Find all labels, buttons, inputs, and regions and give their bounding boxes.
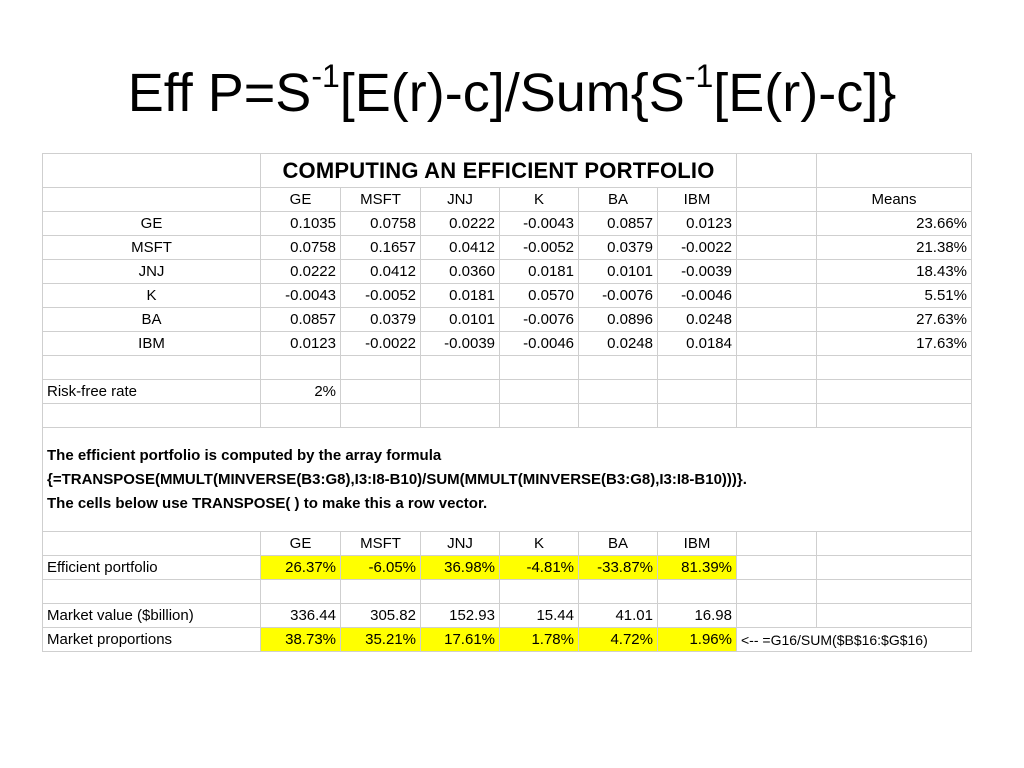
market-value-row: [43, 604, 972, 628]
market-proportions-label: Market proportions: [43, 628, 261, 652]
market-value-cell: 305.82: [341, 604, 421, 628]
cov-row: [43, 212, 972, 236]
cov-cell: 0.1657: [341, 236, 421, 260]
col-header: JNJ: [421, 532, 500, 556]
efficient-portfolio-row: [43, 556, 972, 580]
cov-cell: -0.0046: [500, 332, 579, 356]
col-header: MSFT: [341, 188, 421, 212]
cov-cell: 0.0857: [579, 212, 658, 236]
proportion-cell: 17.61%: [421, 628, 500, 652]
cov-cell: -0.0052: [341, 284, 421, 308]
empty-row: [43, 404, 972, 428]
row-label: K: [43, 284, 261, 308]
cov-cell: 0.0123: [658, 212, 737, 236]
cov-cell: -0.0052: [500, 236, 579, 260]
cov-cell: -0.0043: [500, 212, 579, 236]
row-label: IBM: [43, 332, 261, 356]
risk-free-value: 2%: [261, 380, 341, 404]
mean-cell: 17.63%: [817, 332, 972, 356]
weight-cell: 26.37%: [261, 556, 341, 580]
row-label: GE: [43, 212, 261, 236]
cov-cell: 0.0248: [579, 332, 658, 356]
col-header: JNJ: [421, 188, 500, 212]
col-header: BA: [579, 188, 658, 212]
title-superscript-2: -1: [684, 58, 714, 94]
cov-cell: -0.0022: [341, 332, 421, 356]
col-header: BA: [579, 532, 658, 556]
cov-cell: -0.0076: [579, 284, 658, 308]
note-line-2: {=TRANSPOSE(MMULT(MINVERSE(B3:G8),I3:I8-B10)/SUM(MMULT(MINVERSE(B3:G8),I3:I8-B10)))}.: [47, 470, 747, 488]
slide-title: [0, 58, 1024, 124]
risk-free-row: [43, 380, 972, 404]
market-value-cell: 16.98: [658, 604, 737, 628]
cov-cell: -0.0043: [261, 284, 341, 308]
title-superscript-1: -1: [311, 58, 340, 94]
risk-free-label: Risk-free rate: [43, 380, 261, 404]
proportion-formula: <-- =G16/SUM($B$16:$G$16): [737, 628, 972, 652]
portfolio-header-row: [43, 532, 972, 556]
cov-cell: 0.0360: [421, 260, 500, 284]
weight-cell: -33.87%: [579, 556, 658, 580]
mean-cell: 27.63%: [817, 308, 972, 332]
empty-row: [43, 356, 972, 380]
cov-cell: 0.0896: [579, 308, 658, 332]
market-value-cell: 15.44: [500, 604, 579, 628]
row-label: MSFT: [43, 236, 261, 260]
cov-row: [43, 308, 972, 332]
cov-cell: 0.1035: [261, 212, 341, 236]
mean-cell: 5.51%: [817, 284, 972, 308]
weight-cell: 81.39%: [658, 556, 737, 580]
cov-cell: 0.0379: [579, 236, 658, 260]
proportion-cell: 38.73%: [261, 628, 341, 652]
empty-row: [43, 580, 972, 604]
proportion-cell: 1.78%: [500, 628, 579, 652]
market-value-cell: 152.93: [421, 604, 500, 628]
col-header: K: [500, 188, 579, 212]
cov-cell: 0.0412: [341, 260, 421, 284]
cov-row: [43, 332, 972, 356]
cov-cell: 0.0412: [421, 236, 500, 260]
cov-cell: -0.0039: [658, 260, 737, 284]
cov-cell: 0.0222: [261, 260, 341, 284]
weight-cell: -6.05%: [341, 556, 421, 580]
cov-cell: 0.0758: [261, 236, 341, 260]
cov-cell: -0.0076: [500, 308, 579, 332]
cov-cell: -0.0046: [658, 284, 737, 308]
title-part-2: [E(r)-c]/Sum{S: [339, 63, 685, 123]
formula-note: [43, 428, 972, 532]
cov-row: [43, 284, 972, 308]
cov-cell: 0.0379: [341, 308, 421, 332]
title-part-1: Eff P=S: [127, 63, 312, 123]
cov-cell: 0.0857: [261, 308, 341, 332]
note-line-3: The cells below use TRANSPOSE( ) to make this a row vector.: [47, 494, 488, 512]
cov-cell: 0.0181: [500, 260, 579, 284]
weight-cell: -4.81%: [500, 556, 579, 580]
market-value-cell: 41.01: [579, 604, 658, 628]
col-header: IBM: [658, 532, 737, 556]
mean-cell: 21.38%: [817, 236, 972, 260]
col-header: MSFT: [341, 532, 421, 556]
col-header: K: [500, 532, 579, 556]
proportion-cell: 4.72%: [579, 628, 658, 652]
efficient-portfolio-label: Efficient portfolio: [43, 556, 261, 580]
col-header: GE: [261, 532, 341, 556]
proportion-cell: 35.21%: [341, 628, 421, 652]
sheet-banner: COMPUTING AN EFFICIENT PORTFOLIO: [261, 154, 737, 188]
note-row: [43, 428, 972, 532]
cov-row: [43, 260, 972, 284]
market-value-label: Market value ($billion): [43, 604, 261, 628]
cov-cell: 0.0222: [421, 212, 500, 236]
row-label: JNJ: [43, 260, 261, 284]
cov-cell: 0.0570: [500, 284, 579, 308]
col-header: IBM: [658, 188, 737, 212]
col-header: GE: [261, 188, 341, 212]
cov-header-row: [43, 188, 972, 212]
cov-cell: 0.0181: [421, 284, 500, 308]
cov-cell: 0.0184: [658, 332, 737, 356]
market-value-cell: 336.44: [261, 604, 341, 628]
proportion-cell: 1.96%: [658, 628, 737, 652]
cov-cell: 0.0758: [341, 212, 421, 236]
weight-cell: 36.98%: [421, 556, 500, 580]
mean-cell: 18.43%: [817, 260, 972, 284]
row-label: BA: [43, 308, 261, 332]
cov-cell: 0.0123: [261, 332, 341, 356]
cov-row: [43, 236, 972, 260]
cov-cell: -0.0022: [658, 236, 737, 260]
note-line-1: The efficient portfolio is computed by the array formula: [47, 446, 442, 464]
cov-cell: 0.0101: [421, 308, 500, 332]
banner-row: [43, 154, 972, 188]
cov-cell: -0.0039: [421, 332, 500, 356]
spreadsheet: [42, 153, 972, 652]
means-header: Means: [817, 188, 972, 212]
mean-cell: 23.66%: [817, 212, 972, 236]
cov-cell: 0.0101: [579, 260, 658, 284]
market-proportions-row: [43, 628, 972, 652]
cov-cell: 0.0248: [658, 308, 737, 332]
title-part-3: [E(r)-c]}: [713, 63, 897, 123]
